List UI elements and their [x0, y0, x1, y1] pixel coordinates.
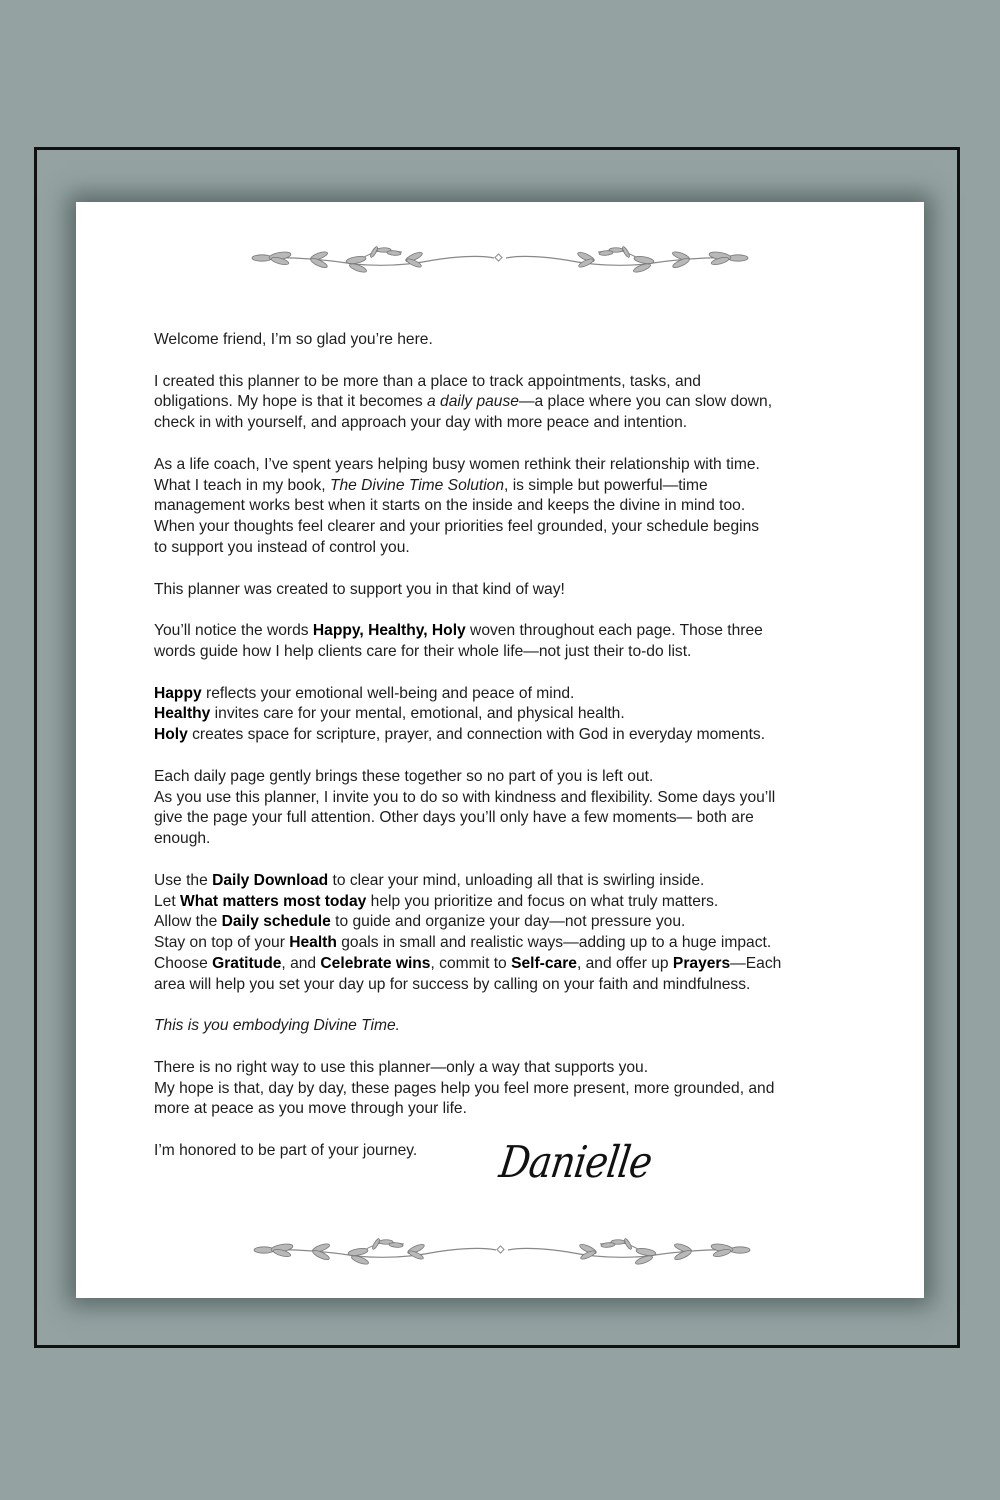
text-line: [154, 767, 781, 788]
blank-line: [154, 996, 781, 1017]
bold-text: Gratitude: [212, 954, 282, 972]
text-segment: reflects your emotional well-being and peace of mind.: [201, 684, 575, 702]
text-line: [154, 1016, 781, 1037]
text-line: [154, 808, 781, 829]
text-segment: This planner was created to support you in that kind of way!: [154, 580, 565, 598]
text-segment: Use the: [154, 871, 213, 889]
text-segment: check in with yourself, and approach your day with more peace and intention.: [154, 414, 688, 432]
italic-text: The Divine Time Solution: [329, 476, 505, 494]
text-segment: My hope is that, day by day, these pages help you feel more present, more grounded, and: [154, 1079, 775, 1097]
text-segment: to guide and organize your day—not pressure you.: [330, 913, 686, 931]
bold-text: Self-care: [511, 954, 577, 972]
text-line: [154, 954, 781, 975]
text-segment: to support you instead of control you.: [154, 538, 410, 556]
text-line: [154, 372, 781, 393]
text-line: [154, 975, 781, 996]
bold-text: Healthy: [154, 705, 211, 723]
blank-line: [154, 1120, 781, 1141]
italic-text: a daily pause: [427, 393, 519, 411]
text-line: [154, 871, 781, 892]
text-line: [154, 912, 781, 933]
text-line: [154, 684, 781, 705]
text-segment: to clear your mind, unloading all that is swirling inside.: [328, 871, 705, 889]
bold-text: Happy, Healthy, Holy: [312, 622, 466, 640]
text-segment: give the page your full attention. Other days you’ll only have a few moments— both are: [154, 809, 754, 827]
text-segment: , commit to: [430, 954, 512, 972]
text-segment: —Each: [730, 954, 782, 972]
text-line: [154, 642, 781, 663]
leaf-vine-ornament-bottom: [246, 1234, 758, 1266]
text-segment: I created this planner to be more than a place to track appointments, tasks, and: [154, 372, 701, 390]
text-segment: management works best when it starts on the inside and keeps the divine in mind too.: [154, 497, 746, 515]
text-line: [154, 1099, 781, 1120]
text-segment: more at peace as you move through your life.: [154, 1100, 467, 1118]
text-segment: goals in small and realistic ways—adding up to a huge impact.: [336, 934, 772, 952]
text-segment: As you use this planner, I invite you to do so with kindness and flexibility. Some days you’ll: [154, 788, 776, 806]
text-line: [154, 455, 781, 476]
text-line: [154, 621, 781, 642]
text-segment: What I teach in my book,: [154, 476, 330, 494]
bold-text: Holy: [154, 726, 188, 744]
bold-text: Happy: [154, 684, 202, 702]
text-segment: When your thoughts feel clearer and your priorities feel grounded, your schedule begins: [154, 518, 760, 536]
text-line: [154, 788, 781, 809]
text-line: [154, 538, 781, 559]
blank-line: [154, 600, 781, 621]
leaf-vine-ornament-top: [244, 242, 756, 274]
text-segment: There is no right way to use this planner—only a way that supports you.: [154, 1058, 649, 1076]
blank-line: [154, 746, 781, 767]
text-line: [154, 725, 781, 746]
text-segment: Each daily page gently brings these together so no part of you is left out.: [154, 767, 654, 785]
text-line: [154, 1079, 781, 1100]
text-line: [154, 829, 781, 850]
text-segment: woven throughout each page. Those three: [465, 622, 763, 640]
text-line: [154, 580, 781, 601]
text-segment: obligations. My hope is that it becomes: [154, 393, 428, 411]
blank-line: [154, 663, 781, 684]
bold-text: What matters most today: [180, 892, 367, 910]
text-segment: Stay on top of your: [154, 934, 290, 952]
text-line: [154, 476, 781, 497]
italic-text: This is you embodying Divine Time.: [154, 1017, 400, 1035]
letter-body: [154, 330, 781, 1162]
text-segment: creates space for scripture, prayer, and connection with God in everyday moments.: [187, 726, 766, 744]
text-segment: help you prioritize and focus on what truly matters.: [366, 892, 719, 910]
bold-text: Daily schedule: [221, 913, 331, 931]
text-line: [154, 933, 781, 954]
blank-line: [154, 434, 781, 455]
bold-text: Prayers: [672, 954, 731, 972]
blank-line: [154, 1037, 781, 1058]
text-line: [154, 704, 781, 725]
text-segment: As a life coach, I’ve spent years helping busy women rethink their relationship with time.: [154, 455, 760, 473]
letter-page: [76, 202, 924, 1298]
blank-line: [154, 850, 781, 871]
text-segment: words guide how I help clients care for their whole life—not just their to-do list.: [154, 642, 692, 660]
blank-line: [154, 351, 781, 372]
blank-line: [154, 559, 781, 580]
text-line: [154, 517, 781, 538]
text-segment: Welcome friend, I’m so glad you’re here.: [154, 331, 433, 348]
text-line: [154, 1058, 781, 1079]
text-line: [154, 1141, 781, 1162]
text-segment: enough.: [154, 830, 211, 848]
text-line: [154, 413, 781, 434]
text-segment: You’ll notice the words: [154, 622, 313, 640]
text-line: [154, 330, 781, 351]
text-segment: invites care for your mental, emotional, and physical health.: [210, 705, 625, 723]
text-segment: I’m honored to be part of your journey.: [154, 1142, 418, 1160]
text-segment: , and offer up: [576, 954, 673, 972]
bold-text: Health: [289, 934, 337, 952]
text-line: [154, 496, 781, 517]
text-segment: area will help you set your day up for success by calling on your faith and mindfulness.: [154, 975, 751, 993]
text-segment: Allow the: [154, 913, 222, 931]
text-line: [154, 892, 781, 913]
signature: Danielle: [496, 1136, 655, 1188]
bold-text: Celebrate wins: [320, 954, 431, 972]
text-segment: —a place where you can slow down,: [518, 393, 773, 411]
bold-text: Daily Download: [212, 871, 329, 889]
text-segment: Choose: [154, 954, 213, 972]
text-segment: Let: [154, 892, 181, 910]
text-line: [154, 392, 781, 413]
text-segment: , is simple but powerful—time: [504, 476, 708, 494]
text-segment: , and: [281, 954, 321, 972]
